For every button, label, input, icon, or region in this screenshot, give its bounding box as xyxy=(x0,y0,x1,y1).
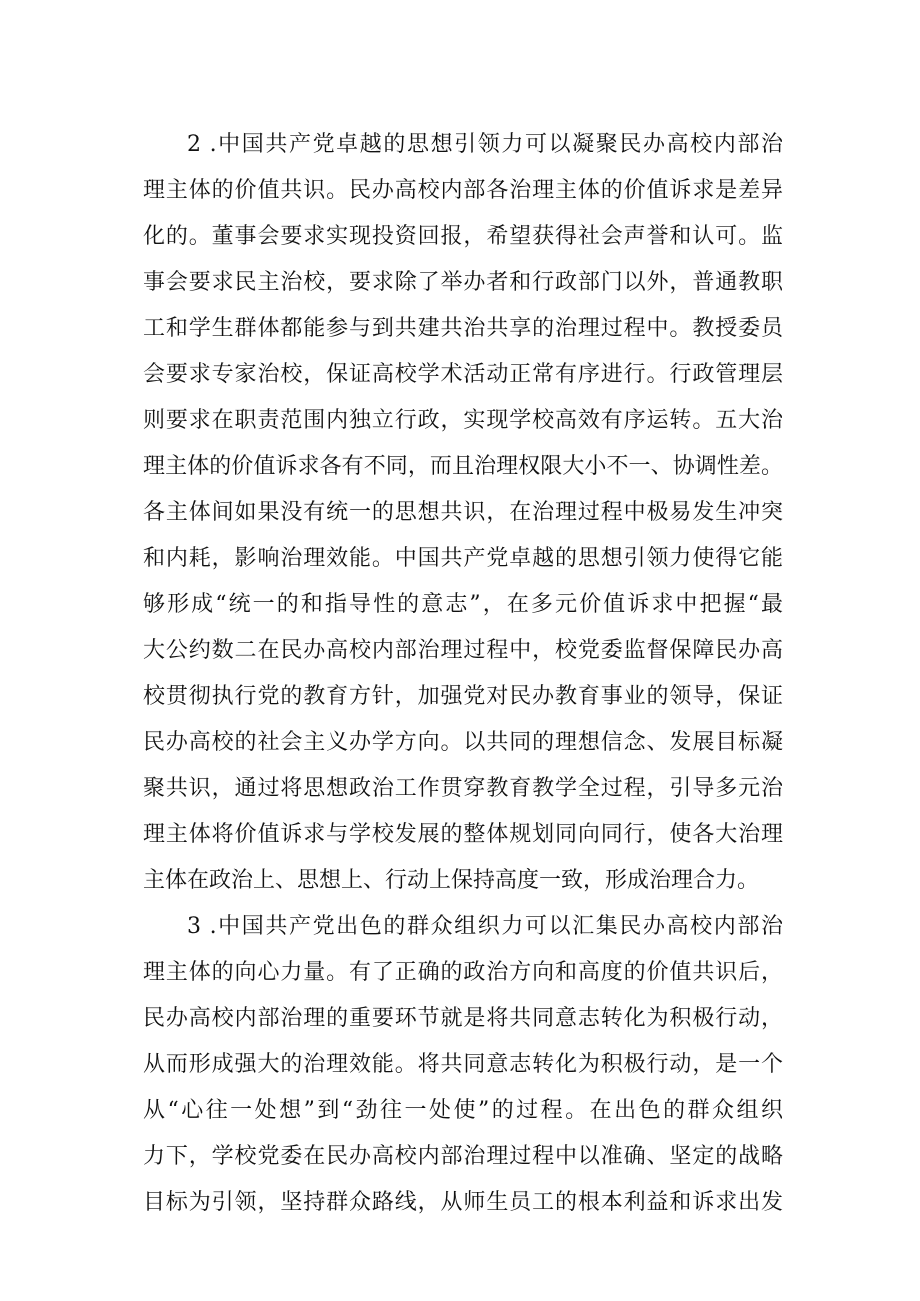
paragraph-3-line-1: 3 .中国共产党出色的群众组织力可以汇集民办高校内部治 xyxy=(187,914,783,939)
paragraph-2-line-2: 理主体的价值共识。民办高校内部各治理主体的价值诉求是差异 xyxy=(143,178,783,203)
paragraph-3-line-2: 理主体的向心力量。有了正确的政治方向和高度的价值共识后， xyxy=(143,960,783,985)
paragraph-2-line-15: 聚共识，通过将思想政治工作贯穿教育教学全过程，引导多元治 xyxy=(143,776,783,801)
paragraph-2-line-5: 工和学生群体都能参与到共建共治共享的治理过程中。教授委员 xyxy=(143,316,783,341)
paragraph-2-line-10: 和内耗，影响治理效能。中国共产党卓越的思想引领力使得它能 xyxy=(143,546,783,571)
paragraph-2-line-17: 主体在政治上、思想上、行动上保持高度一致，形成治理合力。 xyxy=(143,868,760,893)
paragraph-2-line-13: 校贯彻执行党的教育方针，加强党对民办教育事业的领导，保证 xyxy=(143,684,783,709)
paragraph-2-line-7: 则要求在职责范围内独立行政，实现学校高效有序运转。五大治 xyxy=(143,408,783,433)
paragraph-2-line-16: 理主体将价值诉求与学校发展的整体规划同向同行，使各大治理 xyxy=(143,822,783,847)
paragraph-2-line-12: 大公约数二在民办高校内部治理过程中，校党委监督保障民办高 xyxy=(143,638,783,663)
paragraph-2-line-14: 民办高校的社会主义办学方向。以共同的理想信念、发展目标凝 xyxy=(143,730,783,755)
document-body xyxy=(143,122,783,1226)
paragraph-3-line-3: 民办高校内部治理的重要环节就是将共同意志转化为积极行动， xyxy=(143,1006,783,1031)
paragraph-2-line-9: 各主体间如果没有统一的思想共识，在治理过程中极易发生冲突 xyxy=(143,500,783,525)
paragraph-2-line-8: 理主体的价值诉求各有不同，而且治理权限大小不一、协调性差。 xyxy=(143,454,783,479)
paragraph-2-line-3: 化的。董事会要求实现投资回报，希望获得社会声誉和认可。监 xyxy=(143,224,783,249)
paragraph-3-line-6: 力下，学校党委在民办高校内部治理过程中以准确、坚定的战略 xyxy=(143,1144,783,1169)
paragraph-3-line-7: 目标为引领，坚持群众路线，从师生员工的根本利益和诉求出发 xyxy=(143,1190,783,1215)
paragraph-2-line-11: 够形成“统一的和指导性的意志”，在多元价值诉求中把握“最 xyxy=(143,592,783,617)
paragraph-3-line-4: 从而形成强大的治理效能。将共同意志转化为积极行动，是一个 xyxy=(143,1052,783,1077)
paragraph-3-line-5: 从“心往一处想”到“劲往一处使”的过程。在出色的群众组织 xyxy=(143,1098,783,1123)
paragraph-2-line-1: 2 .中国共产党卓越的思想引领力可以凝聚民办高校内部治 xyxy=(187,132,783,157)
paragraph-2-line-6: 会要求专家治校，保证高校学术活动正常有序进行。行政管理层 xyxy=(143,362,783,387)
paragraph-2-line-4: 事会要求民主治校，要求除了举办者和行政部门以外，普通教职 xyxy=(143,270,783,295)
